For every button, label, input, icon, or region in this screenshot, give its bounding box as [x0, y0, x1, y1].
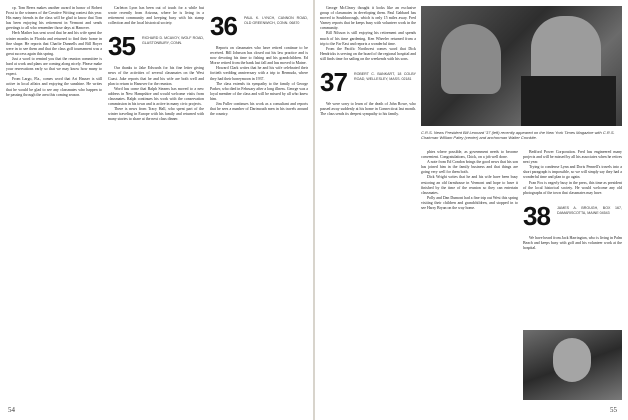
news-photo	[421, 6, 622, 126]
class-number: 38	[523, 200, 550, 231]
paragraph: Howard Clark writes that he and his wife celebrated their fortieth wedding anniversary with a trip to Bermuda, where they had their honeymoon in 1937.	[210, 66, 308, 81]
paragraph: Word has come that Ralph Stearns has moved to a new address in New Hampshire and would welcome visits from classmates. Ralph continues his work with the conservation commission in his town and is active in many civic projects.	[108, 86, 204, 107]
page-gutter	[313, 0, 315, 420]
paragraph: Trying to condense Lynn and Doris Pennell's travels into a short paragraph is impossible, so we will simply say they had a wonderful time and plan to go again.	[523, 165, 622, 180]
paragraph: We were sorry to learn of the death of John Rowe, who passed away suddenly at his home in Connecticut last month. The class sends its deepest sympathy to his family.	[320, 102, 416, 117]
paragraph: There is news from Tracy Hall, who spent part of the winter traveling in Europe with his family and returned with many stories to share at the next class dinner.	[108, 107, 204, 122]
class-heading-35	[108, 32, 204, 62]
paragraph: Herb Mather has sent word that he and his wife spent the winter months in Florida and returned to find their home in fine shape. He reports that Charlie Dunnells and Bill Boyer were in to see them and that the class golf tournament was a great success again this spring.	[6, 31, 102, 56]
paragraph: Fran Fox is eagerly busy in the press, this time as president of the local historical society. He would welcome any old photographs of the town that classmates may have.	[523, 180, 622, 195]
paragraph: Carleton Lyon has been out of touch for a while but wrote recently from Arizona, where he is living in a retirement community and keeping busy with his stamp collection and the local historical society.	[108, 6, 204, 26]
paragraph: Reports on classmates who have retired continue to be received. Bill Johnson has closed out his law practice and is now devoting his time to fishing and his grandchildren. Ed Morse retired from the bank last fall and has moved to Maine.	[210, 46, 308, 66]
paragraph: Polly and Dan Dumont had a fine trip out West this spring visiting their children and grandchildren, and stopped in to see Harry Bryan on the way home.	[421, 195, 518, 211]
class-heading-38	[523, 202, 622, 232]
paragraph: Dick Wright writes that he and his wife have been busy restoring an old farmhouse in Vermont and hope to have it finished by the time of the reunion so they can entertain classmates.	[421, 175, 518, 195]
paragraph: From the Pacific Northwest comes word that Dick Hendricks is serving on the board of the regional hospital and still finds time for sailing on the weekends with his sons.	[320, 46, 416, 61]
paragraph: The class extends its sympathy to the family of George Parker, who died in February after a long illness. George was a loyal member of the class and will be missed by all who knew him.	[210, 81, 308, 101]
portrait-photo	[523, 330, 622, 400]
column-3	[210, 6, 308, 402]
paragraph: Our thanks to Jake Edwards for his fine letter giving news of the activities of several classmates on the West Coast. Jake reports that he and his wife are both well and plan to return to Hanover for the reunion.	[108, 66, 204, 86]
class-secretary: JAMES A. BROUGH, BOX 167, DAMARISCOTTA, MAINE 04543	[557, 205, 622, 215]
class-secretary: PAUL K. LYNCH, CANNON ROAD, OLD GREENWICH, CONN. 06870	[244, 16, 308, 25]
paragraph: phies where possible, as government needs to become convenient. Congratulations, Chick, on a job well done.	[421, 150, 518, 160]
class-number: 37	[320, 67, 347, 98]
person-head	[553, 338, 591, 382]
paragraph: We have heard from Jack Harrington, who is living in Palm Beach and keeps busy with golf and his volunteer work at the hospital.	[523, 235, 622, 251]
page-number-right: 55	[610, 406, 617, 414]
paragraph: Jim Fuller continues his work as a consultant and reports that he sees a number of Dartmouth men in his travels around the country.	[210, 102, 308, 117]
column-4	[320, 6, 416, 402]
column-1	[6, 6, 102, 402]
person-figure	[441, 24, 501, 94]
paragraph: George McCleary thought it looks like an exclusive group of classmates in developing them. Paul Gabbard has moved to Southborough, which is only 15 miles away. Fred Varney reports that he keeps busy with volunteer work in the community.	[320, 6, 416, 31]
class-heading-37	[320, 68, 416, 98]
column-2	[108, 6, 204, 402]
suit-shape	[521, 76, 616, 126]
class-secretary: ROBERT C. BANKART, 18 COLBY ROAD, WELLESLEY, MASS. 02181	[354, 72, 416, 81]
paragraph: Just a word to remind you that the reunion committee is hard at work and plans are coming along nicely. Please make your reservations early so that we may know how many to expect.	[6, 56, 102, 77]
class-number: 35	[108, 31, 135, 62]
photo-caption: C.R.S. News President Bill Leonard '37 (left) recently appeared on the New York Times Magazine with C.R.S. Chairman William Paley (center) and anchorman Walter Cronkite.	[421, 130, 615, 141]
class-heading-36	[210, 12, 308, 42]
paragraph: From Largo, Fla., comes word that Art Hauser is still active in local affairs and enjoying the sunshine. He writes that he would be glad to see any classmates who happen to be passing through the area this coming season.	[6, 77, 102, 97]
page-number-left: 54	[8, 406, 15, 414]
paragraph: A note from Ed Condon brings the good news that his son has joined him in the family business and that things are going very well for them both.	[421, 160, 518, 175]
paragraph: cp. Tom Beers makes another award in honor of Robert Frost to the winners of the Creative Writing contest this year. His many friends in the class will be glad to know that Tom has been enjoying his retirement in Vermont and sends greetings to all who remember those days at Hanover.	[6, 6, 102, 31]
class-number: 36	[210, 11, 237, 41]
paragraph: Bill Nilsson is still enjoying his retirement and spends much of his time gardening. Ken Wheeler returned from a trip to the Far East and reports a wonderful time.	[320, 31, 416, 46]
class-secretary: RICHARD D. MCAVOY, WOLF ROAD, GLASTONBURY, CONN.	[142, 36, 204, 46]
column-5	[421, 150, 518, 402]
paragraph: Bedford Power Corporation. Fred has engineered many projects and will be missed by all his associates when he retires next year.	[523, 150, 622, 165]
